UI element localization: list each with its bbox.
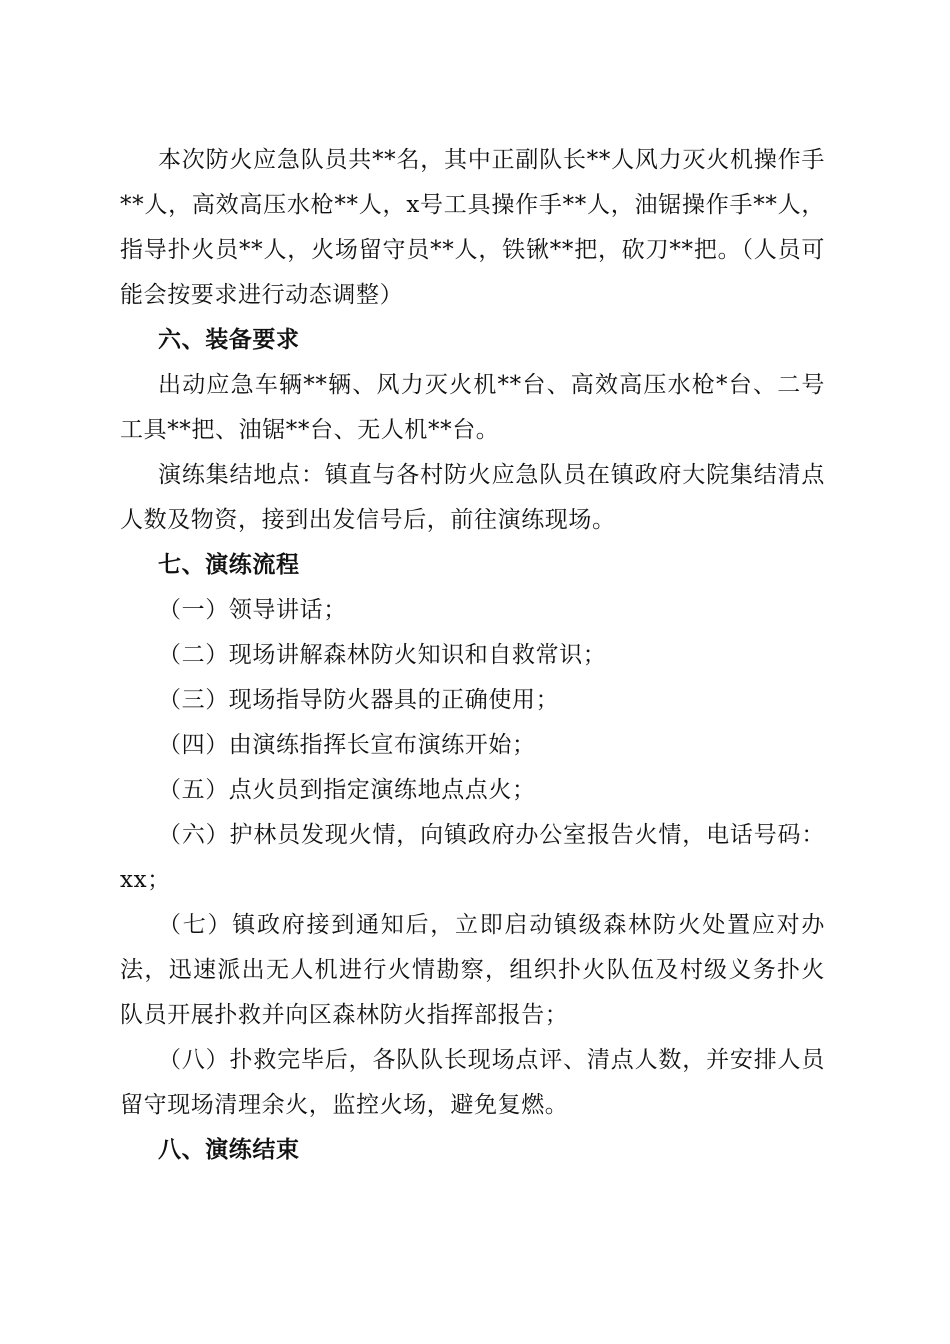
section-heading-process: 七、演练流程 [158,552,300,578]
process-step-6: （六）护林员发现火情，向镇政府办公室报告火情，电话号码：xx； [120,822,825,893]
section-heading-end: 八、演练结束 [158,1137,300,1163]
process-step-5: （五）点火员到指定演练地点点火； [158,777,536,803]
process-step-2: （二）现场讲解森林防火知识和自救常识； [158,642,607,668]
assembly-paragraph: 演练集结地点：镇直与各村防火应急队员在镇政府大院集结清点人数及物资，接到出发信号后，前往演练现场。 [120,462,825,533]
process-step-1: （一）领导讲话； [158,597,347,623]
process-step-4: （四）由演练指挥长宣布演练开始； [158,732,536,758]
intro-paragraph: 本次防火应急队员共**名，其中正副队长**人风力灭火机操作手**人，高效高压水枪**人，x号工具操作手**人，油锯操作手**人，指导扑火员**人，火场留守员**人，铁锹**把，砍刀**把。（人员可能会按要求进行动态调整） [120,147,825,308]
process-step-8: （八）扑救完毕后，各队队长现场点评、清点人数，并安排人员留守现场清理余火，监控火场，避免复燃。 [120,1047,825,1118]
equipment-paragraph: 出动应急车辆**辆、风力灭火机**台、高效高压水枪*台、二号工具**把、油锯**台、无人机**台。 [120,372,825,443]
section-heading-equipment: 六、装备要求 [158,327,300,353]
process-step-3: （三）现场指导防火器具的正确使用； [158,687,560,713]
process-step-7: （七）镇政府接到通知后，立即启动镇级森林防火处置应对办法，迅速派出无人机进行火情勘察，组织扑火队伍及村级义务扑火队员开展扑救并向区森林防火指挥部报告； [120,912,825,1028]
document-body [120,138,825,1173]
